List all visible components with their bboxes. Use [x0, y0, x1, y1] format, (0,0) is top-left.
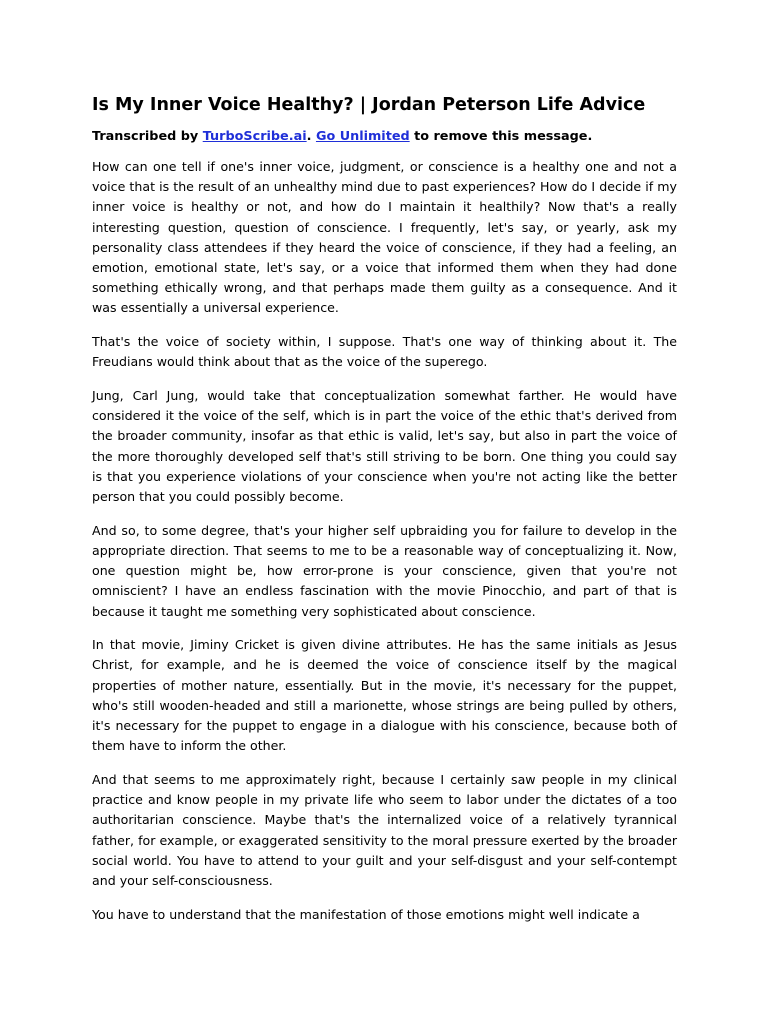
turboscribe-link[interactable]: TurboScribe.ai [202, 129, 307, 144]
paragraph: How can one tell if one's inner voice, judgment, or conscience is a healthy one and not a voice that is the result of an unhealthy mind due to past experiences? How do I decide if my inner voice is healthy or not, and how do I maintain it healthily? Now that's a really interesting question, question of conscience. I frequently, let's say, or yearly, ask my personality class attendees if they heard the voice of conscience, if they had a feeling, an emotion, emotional state, let's say, or a voice that informed them when they had done something ethically wrong, and that perhaps made them guilty as a consequence. And it was essentially a universal experience. [92, 159, 677, 316]
paragraph: That's the voice of society within, I suppose. That's one way of thinking about it. The Freudians would think about that as the voice of the superego. [92, 334, 677, 370]
notice-suffix: to remove this message. [409, 129, 593, 144]
paragraph: And so, to some degree, that's your higher self upbraiding you for failure to develop in the appropriate direction. That seems to me to be a reasonable way of conceptualizing it. Now, one question might be, how error-prone is your conscience, given that you're not omniscient? I have an endless fascination with the movie Pinocchio, and part of that is because it taught me something very sophisticated about conscience. [92, 522, 677, 619]
notice-separator: . [306, 129, 316, 144]
paragraph: You have to understand that the manifestation of those emotions might well indicate a [92, 906, 640, 922]
notice-prefix: Transcribed by [92, 129, 203, 144]
go-unlimited-link[interactable]: Go Unlimited [315, 129, 410, 144]
document-page [92, 94, 677, 938]
paragraph: And that seems to me approximately right, because I certainly saw people in my clinical practice and know people in my private life who seem to labor under the dictates of a too authoritarian conscience. Maybe that's the internalized voice of a relatively tyrannical father, for example, or exaggerated sensitivity to the moral pressure exerted by the broader social world. You have to attend to your guilt and your self-disgust and your self-contempt and your self-consciousness. [92, 771, 677, 888]
transcription-notice [92, 128, 677, 146]
paragraph: Jung, Carl Jung, would take that conceptualization somewhat farther. He would have considered it the voice of the self, which is in part the voice of the ethic that's derived from the broader community, insofar as that ethic is valid, let's say, but also in part the voice of the more thoroughly developed self that's still striving to be born. One thing you could say is that you experience violations of your conscience when you're not acting like the better person that you could possibly become. [92, 388, 677, 505]
document-title: Is My Inner Voice Healthy? | Jordan Peterson Life Advice [92, 95, 646, 115]
paragraph: In that movie, Jiminy Cricket is given divine attributes. He has the same initials as Jesus Christ, for example, and he is deemed the voice of conscience itself by the magical properties of mother nature, essentially. But in the movie, it's necessary for the puppet, who's still wooden-headed and still a marionette, whose strings are being pulled by others, it's necessary for the puppet to engage in a dialogue with his conscience, because both of them have to inform the other. [92, 637, 677, 754]
